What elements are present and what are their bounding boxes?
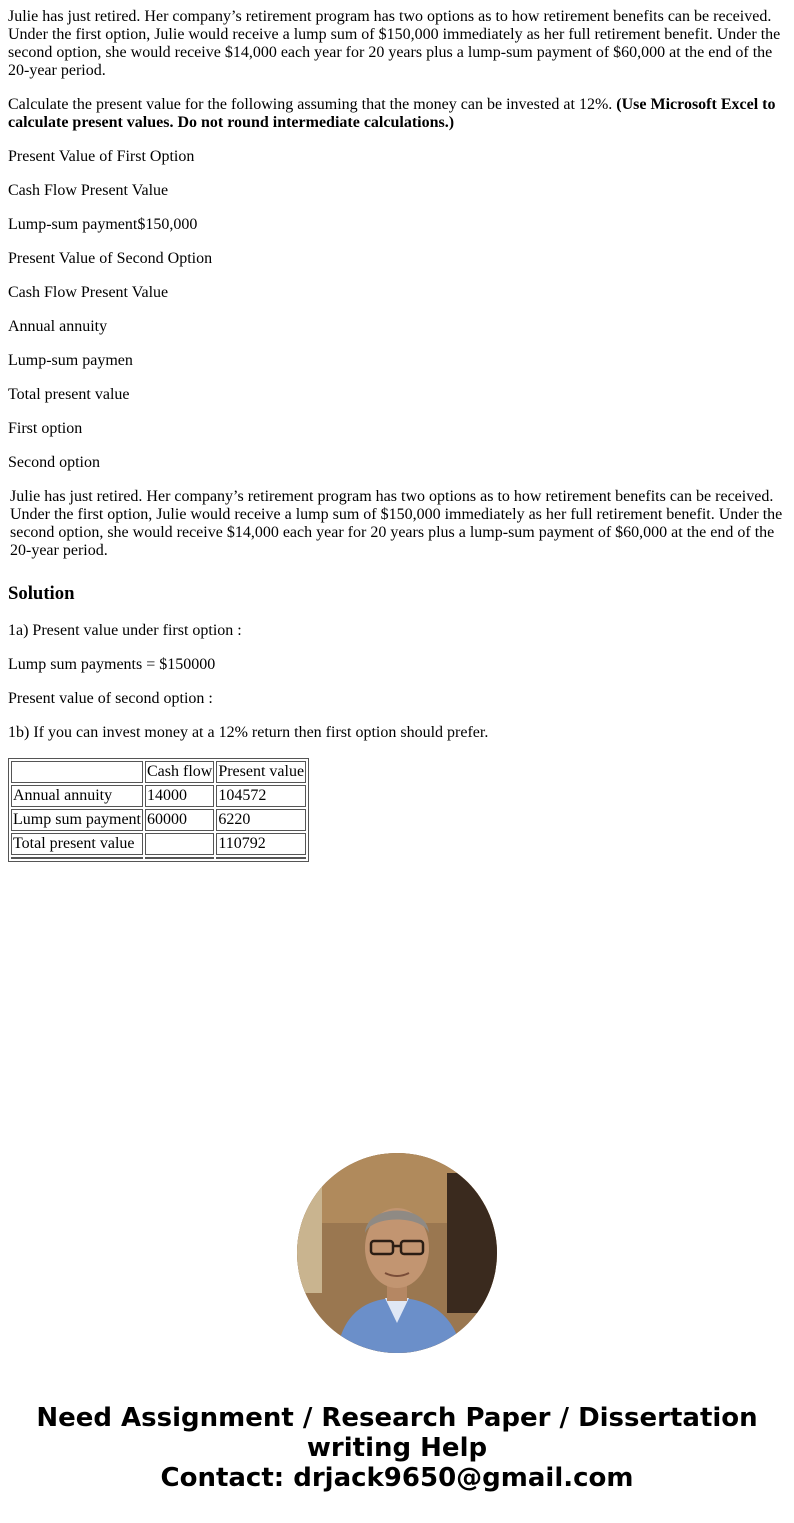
- table-header-row: [11, 761, 306, 783]
- question-line: Present Value of First Option: [8, 148, 195, 165]
- promo-line: writing Help: [306, 1433, 488, 1463]
- author-avatar: [297, 1153, 497, 1353]
- table-cell: 6220: [216, 809, 306, 831]
- table-row: [11, 833, 306, 855]
- table-cell: 104572: [216, 785, 306, 807]
- solution-line: Present value of second option :: [8, 690, 213, 707]
- table-empty-cell: [11, 857, 143, 859]
- table-cell: 110792: [216, 833, 306, 855]
- promo-banner: [0, 1403, 794, 1493]
- table-cell: Total present value: [11, 833, 143, 855]
- question-line: Lump-sum paymen: [8, 352, 133, 369]
- instruction-bold: (Use Microsoft Excel to calculate present values. Do not round intermediate calculations.): [8, 96, 776, 131]
- question-intro: Julie has just retired. Her company’s retirement program has two options as to how retirement benefits can be received. Under the first option, Julie would receive a lump sum of $150,000 immediately as her full retirement benefit. Under the second option, she would receive $14,000 each year for 20 years plus a lump-sum payment of $60,000 at the end of the 20-year period.: [8, 8, 781, 79]
- question-line: Cash Flow Present Value: [8, 284, 169, 301]
- question-line: First option: [8, 420, 83, 437]
- question-instruction: [8, 96, 786, 132]
- table-cell: Lump sum payment: [11, 809, 143, 831]
- present-value-table: [8, 758, 309, 862]
- table-cell: [145, 833, 214, 855]
- document-body: [8, 8, 786, 862]
- question-line: Annual annuity: [8, 318, 108, 335]
- solution-line: 1a) Present value under first option :: [8, 622, 242, 639]
- promo-contact: Contact: drjack9650@gmail.com: [160, 1463, 634, 1493]
- author-portrait-icon: [297, 1153, 497, 1353]
- table-header-cell: Present value: [216, 761, 306, 783]
- question-line: Present Value of Second Option: [8, 250, 213, 267]
- table-header-cell: [11, 761, 143, 783]
- question-line: Lump-sum payment$150,000: [8, 216, 198, 233]
- solution-line: 1b) If you can invest money at a 12% return then first option should prefer.: [8, 724, 489, 741]
- promo-line: Need Assignment / Research Paper / Dissertation: [36, 1403, 758, 1433]
- question-repeat: Julie has just retired. Her company’s retirement program has two options as to how retirement benefits can be received. Under the first option, Julie would receive a lump sum of $150,000 immediately as her full retirement benefit. Under the second option, she would receive $14,000 each year for 20 years plus a lump-sum payment of $60,000 at the end of the 20-year period.: [10, 488, 783, 559]
- table-cell: 14000: [145, 785, 214, 807]
- table-empty-cell: [145, 857, 214, 859]
- instruction-text: Calculate the present value for the following assuming that the money can be invested at 12%.: [8, 96, 617, 113]
- question-line: Total present value: [8, 386, 130, 403]
- table-cell: 60000: [145, 809, 214, 831]
- table-empty-cell: [216, 857, 306, 859]
- table-row: [11, 785, 306, 807]
- question-line: Cash Flow Present Value: [8, 182, 169, 199]
- table-row: [11, 809, 306, 831]
- solution-line: Lump sum payments = $150000: [8, 656, 216, 673]
- table-cell: Annual annuity: [11, 785, 143, 807]
- question-line: Second option: [8, 454, 100, 471]
- solution-heading: Solution: [8, 583, 75, 604]
- table-header-cell: Cash flow: [145, 761, 214, 783]
- table-empty-row: [11, 857, 306, 859]
